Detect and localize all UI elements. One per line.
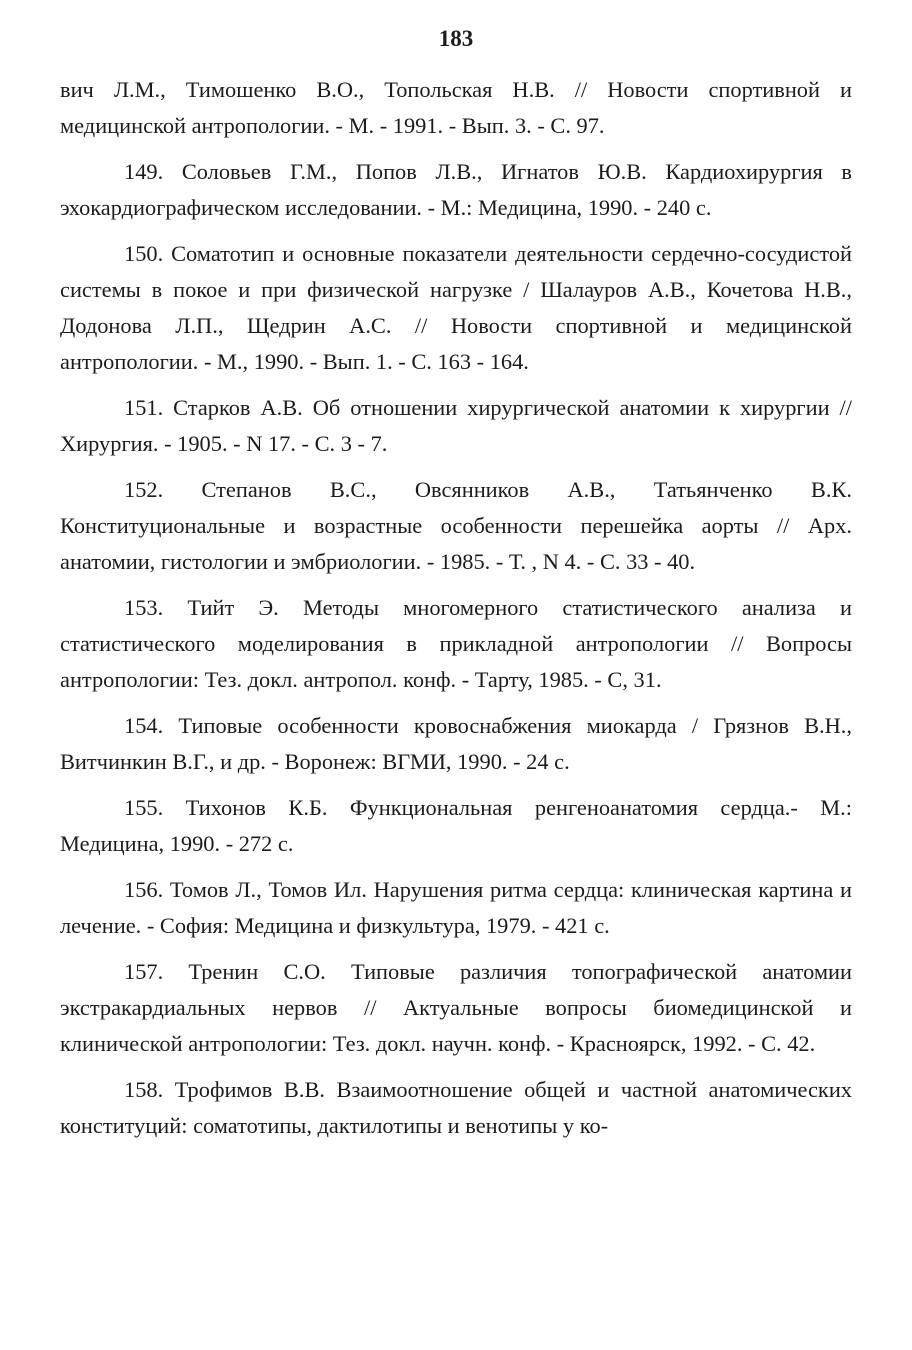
reference-item: 149. Соловьев Г.М., Попов Л.В., Игнатов Ю.В. Кардиохирургия в эхокардиографическом исследовании. - М.: Медицина, 1990. - 240 с.: [60, 159, 852, 220]
reference-item: 157. Тренин С.О. Типовые различия топографической анатомии экстракардиальных нервов // Актуальные вопросы биомедицинской и клинической антропологии: Тез. докл. научн. конф. - Красноярск, 1992. - С. 42.: [60, 959, 852, 1056]
reference-item: 150. Соматотип и основные показатели деятельности сердечно-сосудистой системы в покое и при физической нагрузке / Шалауров А.В., Кочетова Н.В., Додонова Л.П., Щедрин А.С. // Новости спортивной и медицинской антропологии. - М., 1990. - Вып. 1. - С. 163 - 164.: [60, 241, 852, 374]
reference-item: 151. Старков А.В. Об отношении хирургической анатомии к хирургии // Хирургия. - 1905. - N 17. - С. 3 - 7.: [60, 395, 852, 456]
page-number: 183: [438, 26, 474, 51]
reference-item: 153. Тийт Э. Методы многомерного статистического анализа и статистического моделирования в прикладной антропологии // Вопросы антропологии: Тез. докл. антропол. конф. - Тарту, 1985. - С, 31.: [60, 595, 852, 692]
reference-item: 156. Томов Л., Томов Ил. Нарушения ритма сердца: клиническая картина и лечение. - София: Медицина и физкультура, 1979. - 421 с.: [60, 877, 852, 938]
reference-item: вич Л.М., Тимошенко В.О., Топольская Н.В. // Новости спортивной и медицинской антропологии. - М. - 1991. - Вып. 3. - С. 97.: [60, 77, 852, 138]
reference-item: 152. Степанов В.С., Овсянников А.В., Татьянченко В.К. Конституциональные и возрастные особенности перешейка аорты // Арх. анатомии, гистологии и эмбриологии. - 1985. - Т. , N 4. - С. 33 - 40.: [60, 477, 852, 574]
reference-item: 154. Типовые особенности кровоснабжения миокарда / Грязнов В.Н., Витчинкин В.Г., и др. - Воронеж: ВГМИ, 1990. - 24 с.: [60, 713, 852, 774]
reference-item: 158. Трофимов В.В. Взаимоотношение общей и частной анатомических конституций: соматотипы, дактилотипы и венотипы у ко-: [60, 1077, 852, 1138]
reference-item: 155. Тихонов К.Б. Функциональная ренгеноанатомия сердца.- М.: Медицина, 1990. - 272 с.: [60, 795, 852, 856]
reference-list: [60, 72, 852, 1154]
